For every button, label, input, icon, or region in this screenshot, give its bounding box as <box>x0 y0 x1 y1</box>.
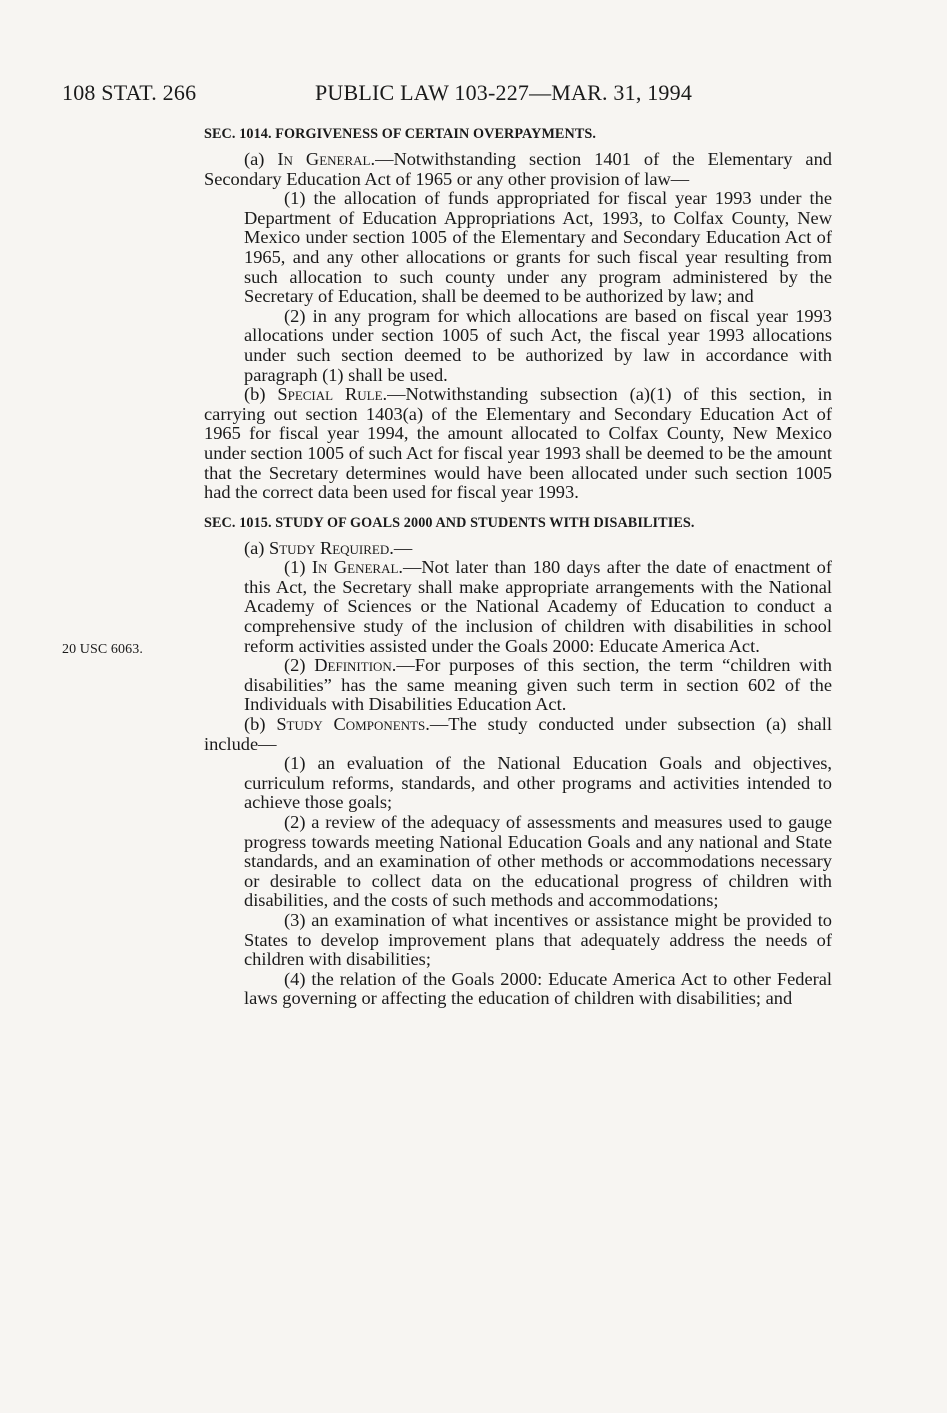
sec1014-b-text: —Notwithstanding subsection (a)(1) of this section, in carrying out section 1403(a) of the Elementary and Secondary Education Act of 1965 for fiscal year 1994, the amount allocated to Colfax County, New Mexico under section 1005 of such Act for fiscal year 1993 shall be deemed to be the amount that the Secretary determines would have been allocated under such section 1005 had the correct data been used for fiscal year 1993. <box>204 384 832 503</box>
sec1015-a2-label: (2) <box>284 655 315 676</box>
sec1015-b-label: (b) <box>244 714 277 735</box>
sec1014-a-caption: In General. <box>277 149 376 169</box>
sec1015-a1-label: (1) <box>284 557 312 578</box>
section-1015-heading: SEC. 1015. STUDY OF GOALS 2000 AND STUDENTS WITH DISABILITIES. <box>204 514 695 531</box>
running-title: PUBLIC LAW 103-227—MAR. 31, 1994 <box>315 80 693 105</box>
section-1014-heading: SEC. 1014. FORGIVENESS OF CERTAIN OVERPAYMENTS. <box>204 126 597 142</box>
margin-note-usc: 20 USC 6063. <box>62 642 143 657</box>
sec1015-a-caption: Study Required. <box>269 537 394 558</box>
sec1015-a2-text: —For purposes of this section, the term “children with disabilities” has the same meaning given such term in section 602 of the Individuals with Disabilities Education Act. <box>244 655 832 715</box>
sec1015-paragraph-a1 <box>204 558 832 656</box>
sec1014-paragraph-2: (2) in any program for which allocations are based on fiscal year 1993 allocations under section 1005 of such Act, the fiscal year 1993 allocations under such section deemed to be authorized by law in accordance with paragraph (1) shall be used. <box>244 305 832 385</box>
sec1014-b-label: (b) <box>244 384 278 405</box>
sec1015-subsection-a <box>204 539 832 559</box>
sec1015-a1-text: —Not later than 180 days after the date of enactment of this Act, the Secretary shall make appropriate arrangements with the National Academy of Sciences or the National Academy of Education to conduct a comprehensive study of the inclusion of children with disabilities in school reform activities assisted under the Goals 2000: Educate America Act. <box>244 557 832 656</box>
sec1015-a1-caption: In General. <box>311 557 403 578</box>
sec1015-paragraph-a2 <box>204 656 832 715</box>
sec1014-b-caption: Special Rule. <box>277 384 388 405</box>
sec1015-paragraph-b1: (1) an evaluation of the National Education Goals and objectives, curriculum reforms, standards, and other programs and activities intended to achieve those goals; <box>244 753 832 813</box>
sec1014-subsection-a <box>204 150 832 189</box>
sec1015-paragraph-b2: (2) a review of the adequacy of assessments and measures used to gauge progress towards meeting National Education Goals and any national and State standards, and an examination of other methods or accommodations necessary or desirable to collect data on the educational progress of children with disabilities, and the costs of such methods and accommodations; <box>244 812 832 911</box>
sec1014-paragraph-1: (1) the allocation of funds appropriated for fiscal year 1993 under the Department of Education Appropriations Act, 1993, to Colfax County, New Mexico under section 1005 of the Elementary and Secondary Education Act of 1965, and any other allocations or grants for such fiscal year resulting from such allocation to such county under any program administered by the Secretary of Education, shall be deemed to be authorized by law; and <box>244 188 832 307</box>
sec1015-a-text: — <box>393 537 413 558</box>
stat-page-number: 108 STAT. 266 <box>62 80 197 105</box>
sec1014-subsection-b <box>204 385 832 503</box>
page-header <box>62 80 712 110</box>
sec1015-a2-caption: Definition. <box>314 655 397 676</box>
sec1015-paragraph-b3: (3) an examination of what incentives or assistance might be provided to States to develop improvement plans that adequately address the needs of children with disabilities; <box>244 909 832 970</box>
sec1015-paragraph-b4: (4) the relation of the Goals 2000: Educate America Act to other Federal laws governing or affecting the education of children with disabilities; and <box>244 968 832 1009</box>
sec1014-a-label: (a) <box>244 149 278 169</box>
sec1015-b-text: —The study conducted under subsection (a) shall include— <box>204 714 833 754</box>
sec1015-b-caption: Study Components. <box>276 714 430 735</box>
sec1015-a-label: (a) <box>244 537 270 558</box>
sec1014-a-text: —Notwithstanding section 1401 of the Elementary and Secondary Education Act of 1965 or any other provision of law— <box>204 149 832 189</box>
page-body <box>204 126 832 1009</box>
sec1015-subsection-b <box>204 715 832 754</box>
